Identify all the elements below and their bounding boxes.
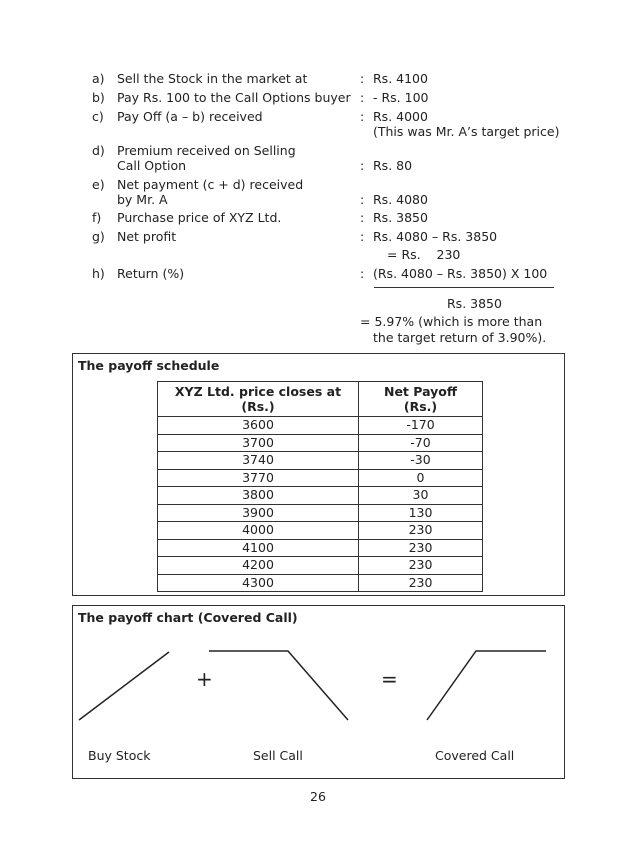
price-cell: 3770 [158, 469, 359, 487]
step-label: d) [92, 143, 105, 158]
step-text: Premium received on Selling [117, 143, 296, 158]
page-number: 26 [310, 789, 326, 804]
step-text: Purchase price of XYZ Ltd. [117, 210, 282, 225]
table-row [158, 557, 483, 575]
price-cell: 4200 [158, 557, 359, 575]
payoff-cell: 230 [359, 557, 483, 575]
return-denominator: Rs. 3850 [447, 296, 502, 311]
step-text: Sell the Stock in the market at [117, 71, 308, 86]
table-row [158, 434, 483, 452]
step-text: by Mr. A [117, 192, 168, 207]
fraction-bar [374, 287, 554, 288]
payoff-schedule-table [157, 381, 483, 592]
payoff-schedule-box [72, 353, 565, 596]
colon: : [360, 229, 365, 244]
price-cell: 3600 [158, 417, 359, 435]
net-profit-result: = Rs. 230 [387, 247, 461, 262]
step-label: f) [92, 210, 102, 225]
step-text: Call Option [117, 158, 187, 173]
step-label: b) [92, 90, 105, 105]
colon: : [360, 158, 365, 173]
step-text: Pay Rs. 100 to the Call Options buyer [117, 90, 351, 105]
step-label: g) [92, 229, 105, 244]
table-row [158, 487, 483, 505]
table-row [158, 539, 483, 557]
step-text: Net profit [117, 229, 177, 244]
covered-call-line [427, 651, 546, 720]
table-row [158, 504, 483, 522]
price-cell: 4000 [158, 522, 359, 540]
colon: : [360, 192, 365, 207]
table-row [158, 574, 483, 592]
step-value: Rs. 80 [373, 158, 413, 173]
payoff-column-header [359, 382, 483, 417]
price-cell: 3700 [158, 434, 359, 452]
table-row [158, 522, 483, 540]
price-cell: 3800 [158, 487, 359, 505]
colon: : [360, 71, 365, 86]
sell-call-label: Sell Call [253, 748, 303, 763]
payoff-cell: -70 [359, 434, 483, 452]
buy-stock-line [79, 652, 169, 720]
header-line: Net Payoff [383, 384, 457, 399]
price-cell: 3740 [158, 452, 359, 470]
price-cell: 3900 [158, 504, 359, 522]
payoff-cell: -170 [359, 417, 483, 435]
step-value: - Rs. 100 [373, 90, 429, 105]
step-value: Rs. 4100 [373, 71, 428, 86]
colon: : [360, 266, 365, 281]
covered-call-label: Covered Call [435, 748, 515, 763]
return-numerator: (Rs. 4080 – Rs. 3850) X 100 [373, 266, 548, 281]
step-value-note: (This was Mr. A’s target price) [373, 124, 560, 139]
table-header-row [158, 382, 483, 417]
payoff-cell: 0 [359, 469, 483, 487]
step-label: h) [92, 266, 105, 281]
colon: : [360, 109, 365, 124]
price-cell: 4300 [158, 574, 359, 592]
table-row [158, 417, 483, 435]
step-value: Rs. 3850 [373, 210, 428, 225]
return-result: = 5.97% (which is more than [360, 314, 543, 329]
payoff-chart-box [72, 605, 565, 779]
price-column-header [158, 382, 359, 417]
buy-stock-label: Buy Stock [88, 748, 151, 763]
header-line: (Rs.) [241, 399, 275, 414]
sell-call-line [209, 651, 348, 720]
plus-sign: + [196, 667, 213, 691]
payoff-cell: 30 [359, 487, 483, 505]
colon: : [360, 210, 365, 225]
payoff-cell: 230 [359, 539, 483, 557]
table-row [158, 452, 483, 470]
header-line: XYZ Ltd. price closes at [174, 384, 342, 399]
price-cell: 4100 [158, 539, 359, 557]
step-label: e) [92, 177, 105, 192]
table-row [158, 469, 483, 487]
step-value: Rs. 4080 – Rs. 3850 [373, 229, 498, 244]
step-text: Return (%) [117, 266, 185, 281]
step-label: c) [92, 109, 104, 124]
return-note: the target return of 3.90%). [373, 330, 547, 345]
step-value: Rs. 4000 [373, 109, 428, 124]
payoff-cell: 130 [359, 504, 483, 522]
equals-sign: = [381, 667, 398, 691]
payoff-schedule-title: The payoff schedule [78, 358, 220, 373]
header-line: (Rs.) [403, 399, 438, 414]
step-value: Rs. 4080 [373, 192, 428, 207]
payoff-chart-title: The payoff chart (Covered Call) [78, 610, 298, 625]
step-text: Pay Off (a – b) received [117, 109, 263, 124]
colon: : [360, 90, 365, 105]
step-label: a) [92, 71, 105, 86]
payoff-cell: 230 [359, 574, 483, 592]
payoff-cell: -30 [359, 452, 483, 470]
step-text: Net payment (c + d) received [117, 177, 304, 192]
payoff-cell: 230 [359, 522, 483, 540]
